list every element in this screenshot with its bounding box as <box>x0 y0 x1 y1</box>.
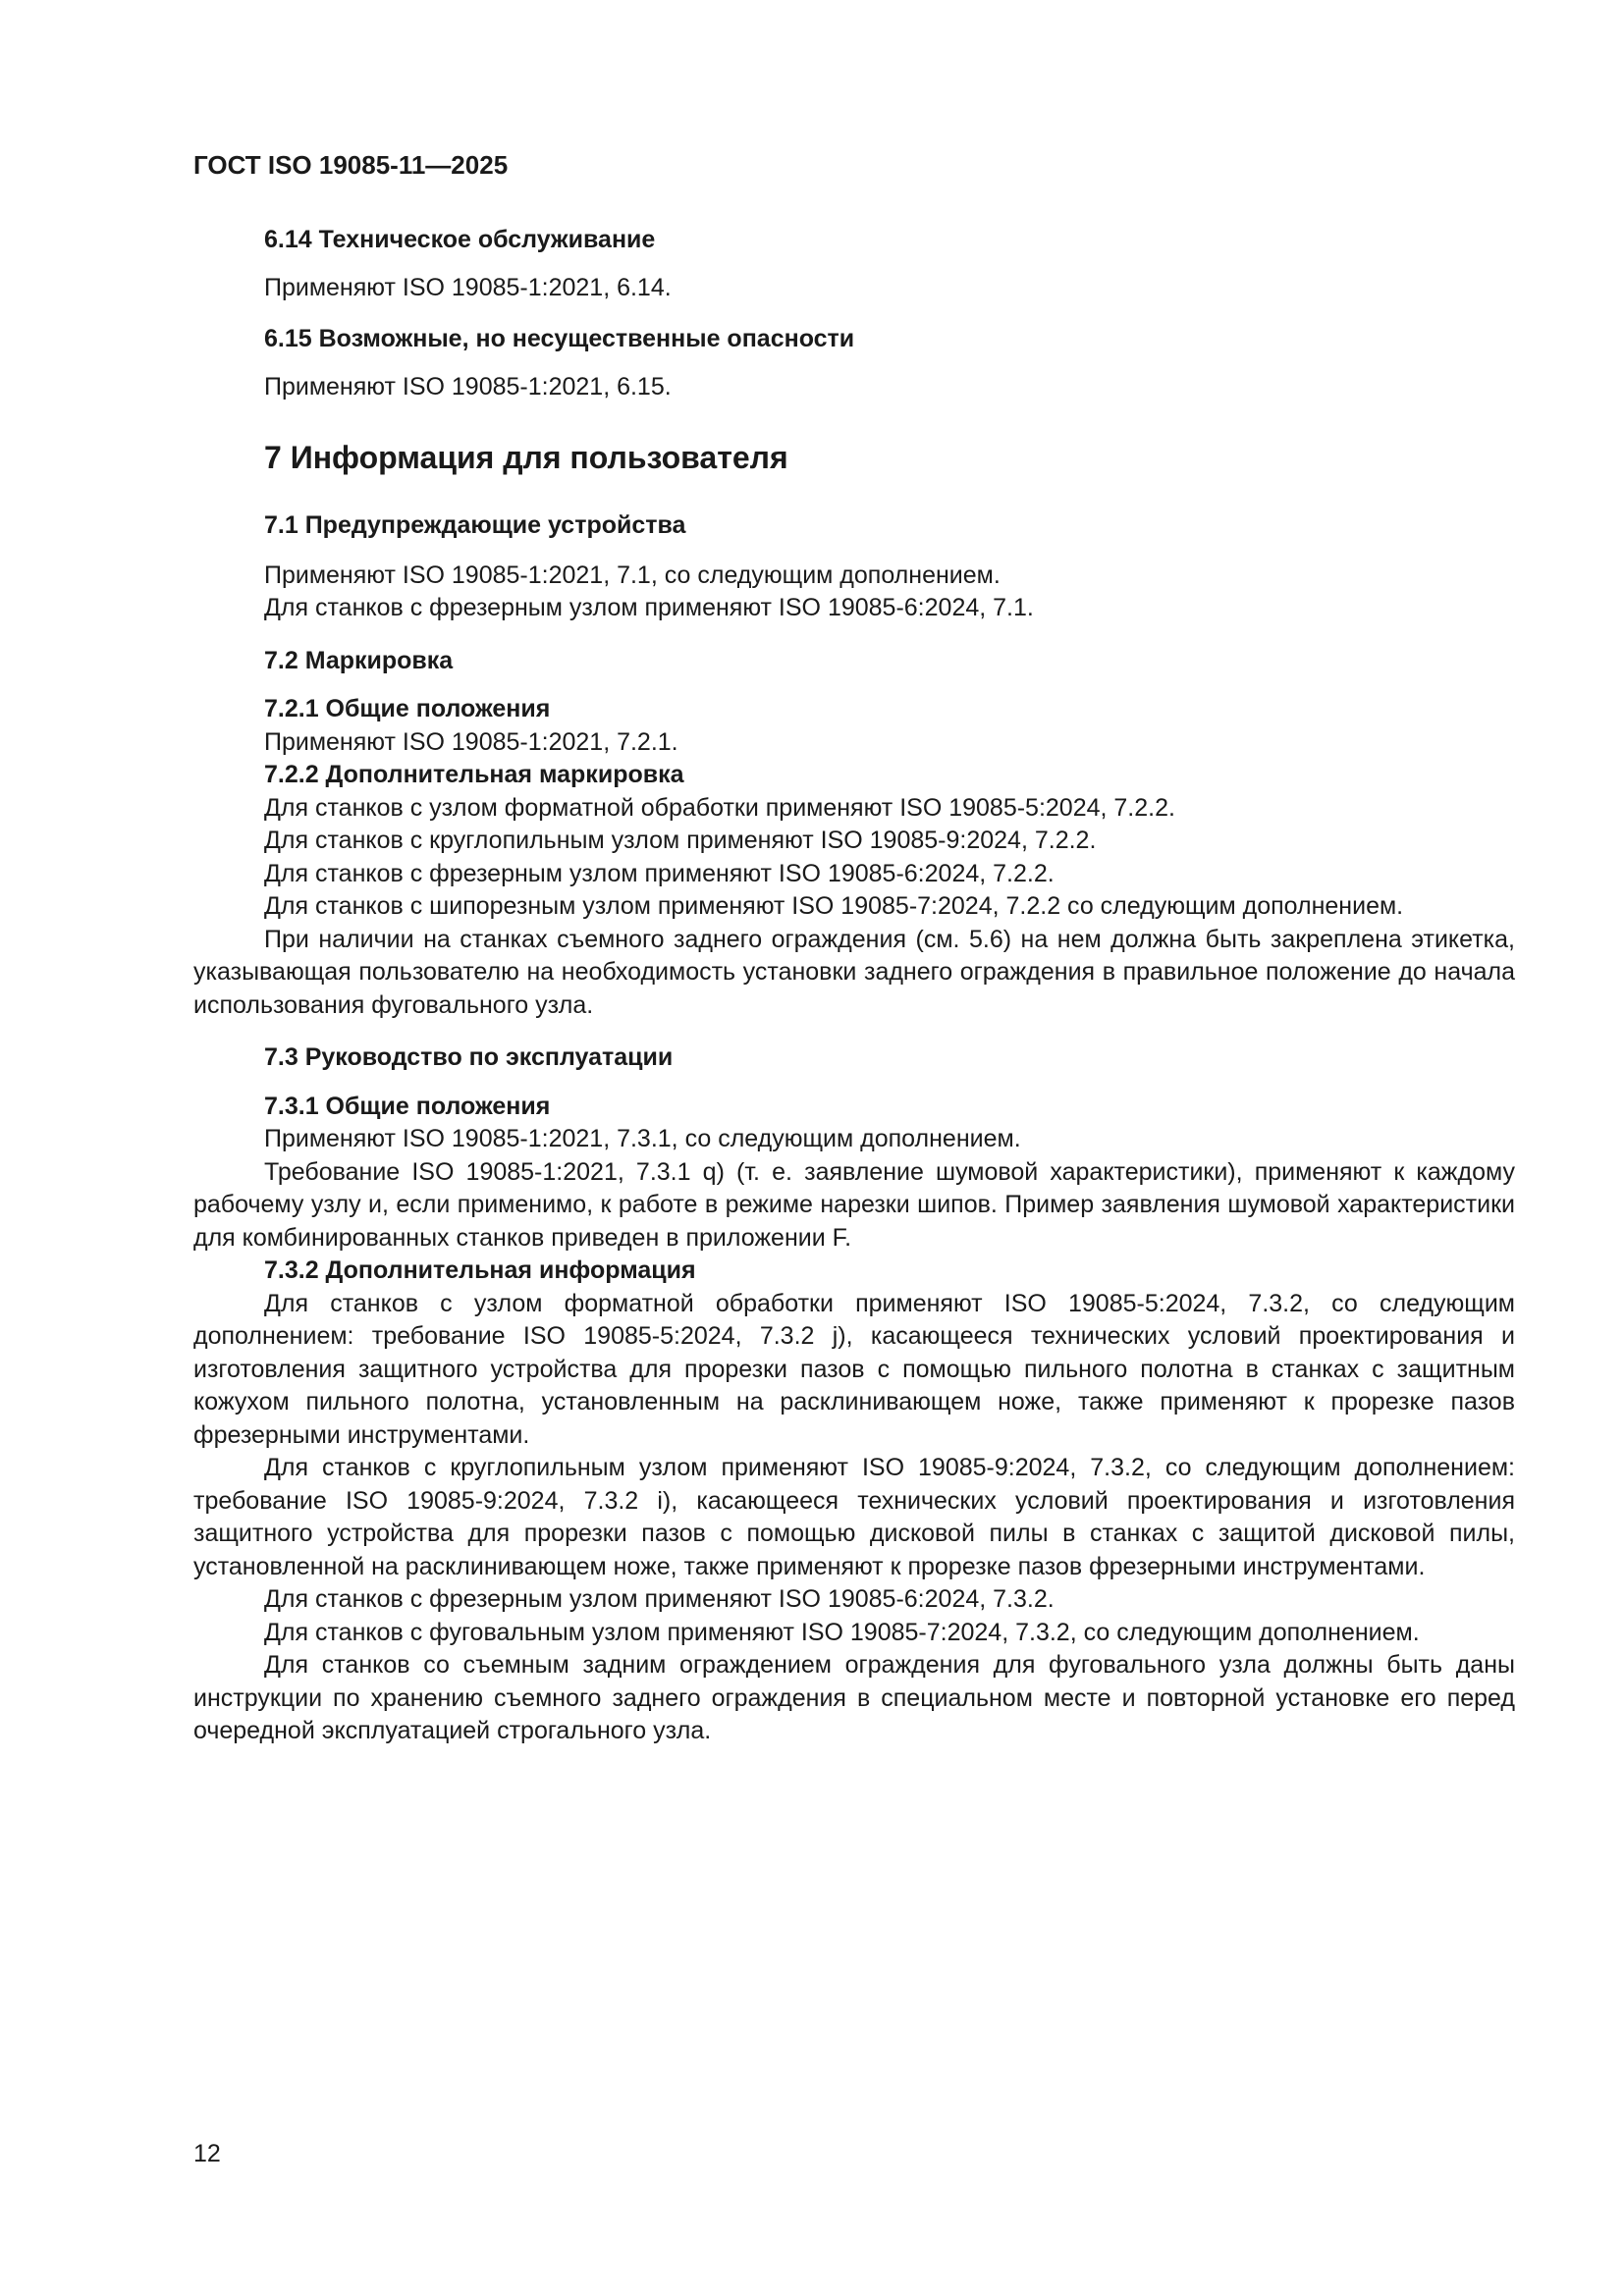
heading-6-14: 6.14 Техническое обслуживание <box>264 226 656 253</box>
paragraph: Применяют ISO 19085-1:2021, 7.3.1, со следующим дополнением. <box>264 1125 1021 1152</box>
document-body <box>193 224 1515 1748</box>
paragraph: Для станков с шипорезным узлом применяют ISO 19085-7:2024, 7.2.2 со следующим дополнением. <box>264 892 1404 920</box>
heading-7-3-1: 7.3.1 Общие положения <box>264 1092 551 1120</box>
paragraph: Для станков с круглопильным узлом применяют ISO 19085-9:2024, 7.2.2. <box>264 827 1097 854</box>
paragraph: Применяют ISO 19085-1:2021, 6.15. <box>264 372 672 400</box>
page-number: 12 <box>193 2140 221 2167</box>
paragraph: Для станков с круглопильным узлом применяют ISO 19085-9:2024, 7.3.2, со следующим дополнением: требование ISO 19085-9:2024, 7.3.2 i), касающееся технических условий проектирования и изготовления защитного устройства для прорезки пазов с помощью дисковой пилы в станках с защитой дисковой пилы, установленной на расклинивающем ноже, также применяют к прорезке пазов фрезерными инструментами. <box>193 1454 1515 1580</box>
paragraph: Применяют ISO 19085-1:2021, 7.2.1. <box>264 727 678 756</box>
paragraph: Для станков с узлом форматной обработки применяют ISO 19085-5:2024, 7.2.2. <box>264 793 1175 822</box>
paragraph: Применяют ISO 19085-1:2021, 6.14. <box>264 273 672 301</box>
paragraph: Для станков с узлом форматной обработки применяют ISO 19085-5:2024, 7.3.2, со следующим дополнением: требование ISO 19085-5:2024, 7.3.2 j), касающееся технических условий проектирования и изготовления защитного устройства для прорезки пазов с помощью пильного полотна в станках с защитным кожухом пильного полотна, установленным на расклинивающем ноже, также применяют к прорезке пазов фрезерными инструментами. <box>193 1289 1515 1449</box>
document-header: ГОСТ ISO 19085-11—2025 <box>193 150 509 180</box>
heading-7-3: 7.3 Руководство по эксплуатации <box>264 1043 674 1071</box>
heading-6-15: 6.15 Возможные, но несущественные опасности <box>264 325 855 352</box>
heading-7-3-2: 7.3.2 Дополнительная информация <box>264 1256 696 1284</box>
paragraph: Для станков со съемным задним ограждением ограждения для фуговального узла должны быть даны инструкции по хранению съемного заднего ограждения в специальном месте и повторной установке его перед очередной эксплуатацией строгального узла. <box>193 1651 1515 1744</box>
paragraph: Для станков с фрезерным узлом применяют ISO 19085-6:2024, 7.3.2. <box>264 1585 1055 1613</box>
heading-7-2: 7.2 Маркировка <box>264 646 454 674</box>
heading-7-2-1: 7.2.1 Общие положения <box>264 695 551 722</box>
paragraph: Требование ISO 19085-1:2021, 7.3.1 q) (т. е. заявление шумовой характеристики), применяют к каждому рабочему узлу и, если применимо, к работе в режиме нарезки шипов. Пример заявления шумовой характеристики для комбинированных станков приведен в приложении F. <box>193 1157 1515 1252</box>
heading-7-2-2: 7.2.2 Дополнительная маркировка <box>264 761 684 788</box>
paragraph: Для станков с фуговальным узлом применяют ISO 19085-7:2024, 7.3.2, со следующим дополнением. <box>264 1618 1420 1646</box>
paragraph: При наличии на станках съемного заднего ограждения (см. 5.6) на нем должна быть закреплена этикетка, указывающая пользователю на необходимость установки заднего ограждения в правильное положение до начала использования фуговального узла. <box>193 925 1515 1019</box>
paragraph: Применяют ISO 19085-1:2021, 7.1, со следующим дополнением. <box>264 561 1001 589</box>
paragraph: Для станков с фрезерным узлом применяют ISO 19085-6:2024, 7.2.2. <box>264 859 1055 887</box>
heading-7: 7 Информация для пользователя <box>264 440 788 475</box>
paragraph: Для станков с фрезерным узлом применяют ISO 19085-6:2024, 7.1. <box>264 594 1034 621</box>
heading-7-1: 7.1 Предупреждающие устройства <box>264 511 686 539</box>
